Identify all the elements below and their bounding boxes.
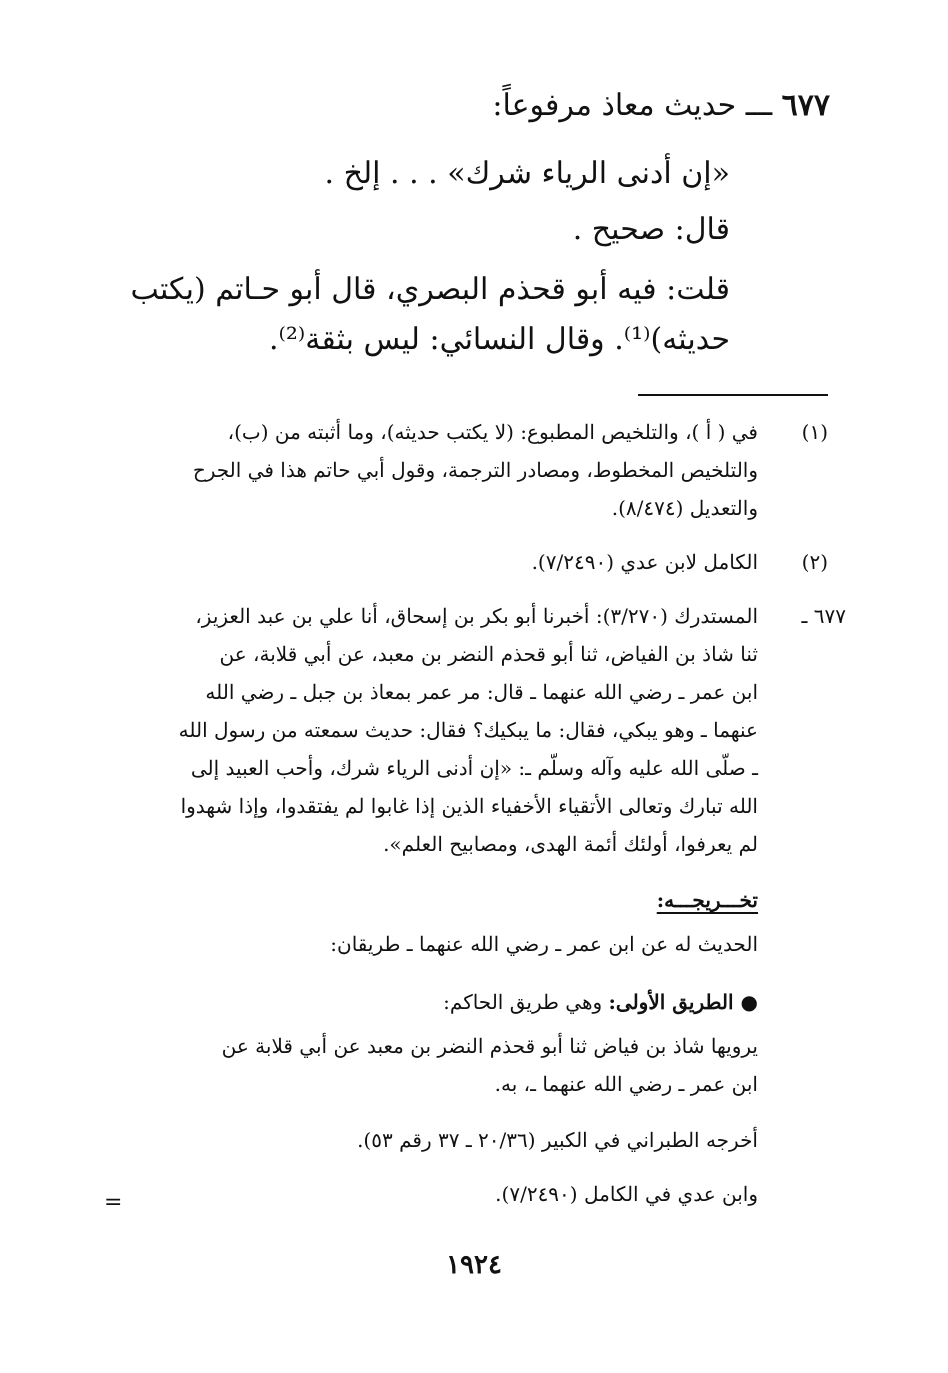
footnote-1-line-2: والتلخيص المخطوط، ومصادر الترجمة، وقول أبي حاتم هذا في الجرح <box>192 458 758 482</box>
footnote-1-line-1: في ( أ )، والتلخيص المطبوع: (لا يكتب حديثه)، وما أثبته من (ب)، <box>227 420 758 444</box>
takhrij-heading: تخـــريجـــه: <box>656 888 758 912</box>
first-way-label: ● الطريق الأولى: <box>608 990 758 1014</box>
ibn-adi-line: وابن عدي في الكامل (٧/٢٤٩٠). <box>495 1182 758 1206</box>
first-way-line-2: ابن عمر ـ رضي الله عنهما ـ، به. <box>494 1072 758 1096</box>
commentary-line-5: ـ صلّى الله عليه وآله وسلّم ـ: «إن أدنى الرياء شرك، وأحب العبيد إلى <box>190 756 758 780</box>
continuation-mark: = <box>104 1190 123 1215</box>
commentary-line-3: ابن عمر ـ رضي الله عنهما ـ قال: مر عمر بمعاذ بن جبل ـ رضي الله <box>205 680 758 704</box>
commentary-line-2: ثنا شاذ بن الفياض، ثنا أبو قحذم النضر بن معبد، عن أبي قلابة، عن <box>219 642 758 666</box>
commentary-line-6: الله تبارك وتعالى الأتقياء الأخفياء الذين إذا غابوا لم يفتقدوا، وإذا شهدوا <box>180 794 758 818</box>
hadith-quote: «إن أدنى الرياء شرك» . . . إلخ . <box>324 156 730 191</box>
footnote-1-line-3: والتعديل (٨/٤٧٤). <box>611 496 758 520</box>
footnote-marker-2: (٢) <box>801 550 828 574</box>
first-way-rest: وهي طريق الحاكم: <box>443 990 609 1014</box>
hadith-title: حديث معاذ مرفوعاً: <box>492 88 737 123</box>
qultu-line-1: قلت: فيه أبو قحذم البصري، قال أبو حـاتم (يكتب <box>130 272 730 307</box>
takhrij-intro: الحديث له عن ابن عمر ـ رضي الله عنهما ـ طريقان: <box>330 932 758 956</box>
footnote-2-line-1: الكامل لابن عدي (٧/٢٤٩٠). <box>531 550 758 574</box>
footnote-separator <box>638 394 828 396</box>
footnote-marker-1: (١) <box>801 420 828 444</box>
commentary-line-7: لم يعرفوا، أولئك أئمة الهدى، ومصابيح العلم». <box>383 832 758 856</box>
heading-dash: ـــ <box>745 88 773 123</box>
commentary-number: ٦٧٧ ـ <box>801 604 846 628</box>
qultu-line-2: حديثه)⁽¹⁾. وقال النسائي: ليس بثقة⁽²⁾. <box>268 322 730 357</box>
hadith-number: ٦٧٧ <box>781 88 830 123</box>
commentary-line-4: عنهما ـ وهو يبكي، فقال: ما يبكيك؟ فقال: حديث سمعته من رسول الله <box>178 718 758 742</box>
first-way-line <box>443 990 758 1014</box>
hadith-heading <box>492 88 830 123</box>
page-number: ١٩٢٤ <box>446 1250 502 1280</box>
first-way-line-1: يرويها شاذ بن فياض ثنا أبو قحذم النضر بن معبد عن أبي قلابة عن <box>221 1034 758 1058</box>
tabarani-line: أخرجه الطبراني في الكبير (٢٠/٣٦ ـ ٣٧ رقم ٥٣). <box>357 1128 758 1152</box>
qala-line: قال: صحيح . <box>572 212 730 247</box>
commentary-line-1: المستدرك (٣/٢٧٠): أخبرنا أبو بكر بن إسحاق، أنا علي بن عبد العزيز، <box>195 604 758 628</box>
